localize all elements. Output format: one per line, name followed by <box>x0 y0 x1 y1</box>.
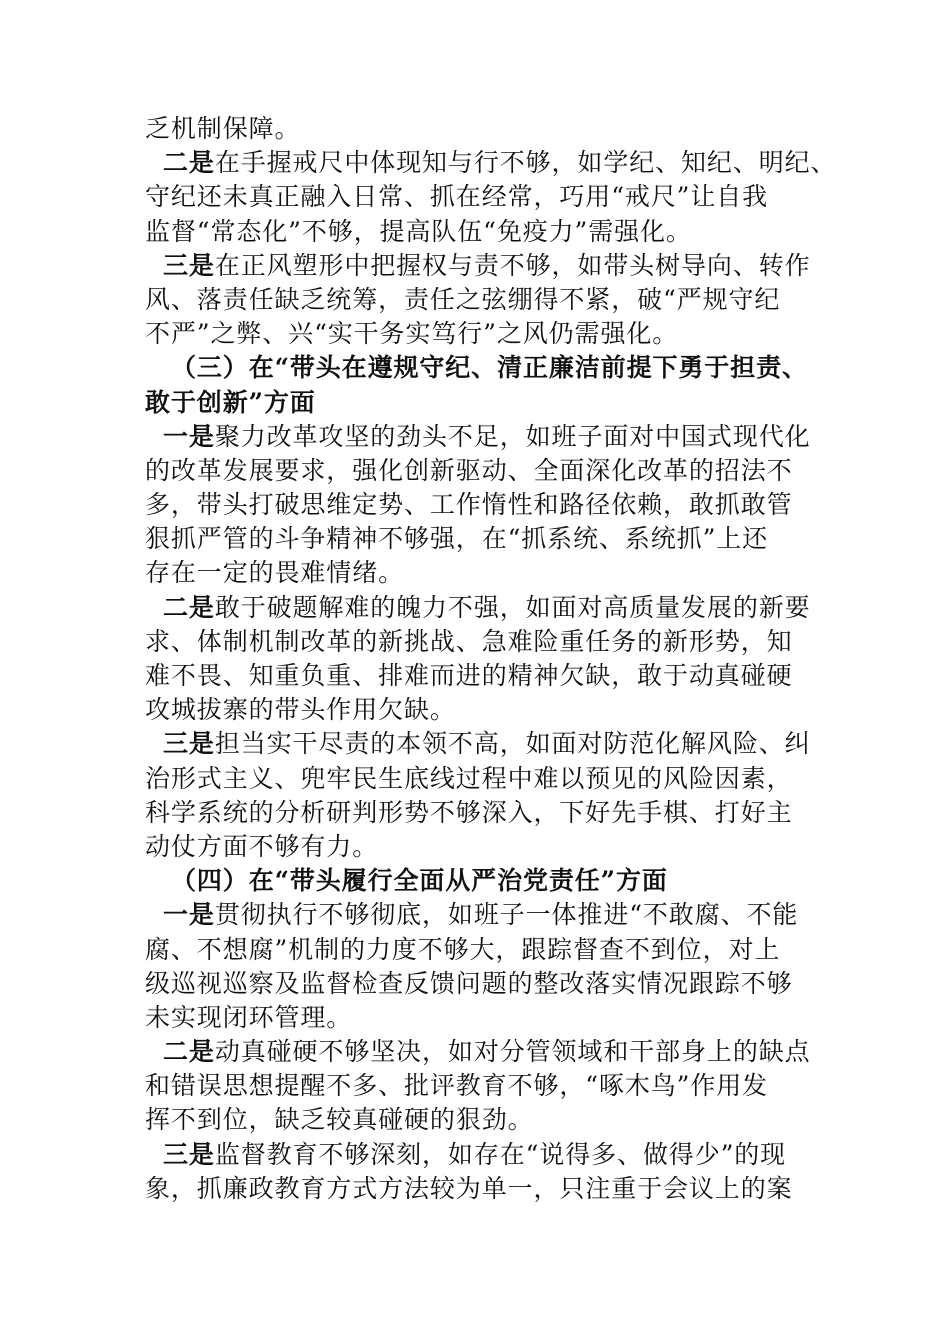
text-line <box>145 830 845 864</box>
line-text: 风、落责任缺乏统筹，责任之弦绷得不紧，破“严规守纪 <box>145 284 781 314</box>
item-lead: 二是 <box>163 1037 215 1067</box>
line-text: 的改革发展要求，强化创新驱动、全面深化改革的招法不 <box>145 455 793 485</box>
text-line <box>145 659 845 693</box>
paragraph <box>145 1035 845 1138</box>
text-line <box>145 898 845 932</box>
item-lead: 三是 <box>163 729 215 759</box>
line-text: 未实现闭环管理。 <box>145 1002 353 1032</box>
paragraph <box>145 591 845 728</box>
text-line <box>145 556 845 590</box>
line-text: 和错误思想提醒不多、批评教育不够，“啄木鸟”作用发 <box>145 1071 769 1101</box>
text-line <box>145 762 845 796</box>
item-lead: 三是 <box>163 250 215 280</box>
line-text: 不严”之弊、兴“实干务实笃行”之风仍需强化。 <box>145 319 679 349</box>
text-line <box>145 112 845 146</box>
line-text: 科学系统的分析研判形势不够深入，下好先手棋、打好主 <box>145 797 793 827</box>
line-text: 监督教育不够深刻，如存在“说得多、做得少”的现 <box>214 1139 787 1169</box>
text-line <box>145 215 845 249</box>
text-line <box>145 591 845 625</box>
paragraph <box>145 420 845 591</box>
line-text: 乏机制保障。 <box>145 114 301 143</box>
line-text: 动真碰硬不够坚决，如对分管领域和干部身上的缺点 <box>214 1037 811 1067</box>
line-text: 级巡视巡察及监督检查反馈问题的整改落实情况跟踪不够 <box>145 968 793 998</box>
paragraph <box>145 249 845 352</box>
item-lead: 二是 <box>163 148 215 178</box>
line-text: 挥不到位，缺乏较真碰硬的狠劲。 <box>145 1105 534 1135</box>
line-text: 担当实干尽责的本领不高，如面对防范化解风险、纠 <box>214 729 811 759</box>
line-text: 在手握戒尺中体现知与行不够，如学纪、知纪、明纪、 <box>214 148 837 178</box>
line-text: 狠抓严管的斗争精神不够强，在“抓系统、系统抓”上还 <box>145 524 769 554</box>
paragraph <box>145 112 845 146</box>
line-text: 难不畏、知重负重、排难而进的精神欠缺，敢于动真碰硬 <box>145 661 793 690</box>
line-text: 治形式主义、兜牢民生底线过程中难以预见的风险因素， <box>145 763 793 793</box>
line-text: 多，带头打破思维定势、工作惰性和路径依赖，敢抓敢管 <box>145 490 793 520</box>
text-line <box>145 283 845 317</box>
item-lead: 一是 <box>163 421 215 451</box>
document-page <box>145 112 845 1206</box>
text-line <box>145 727 845 761</box>
text-line <box>145 1172 845 1206</box>
text-line <box>145 796 845 830</box>
paragraph <box>145 727 845 864</box>
text-line <box>145 864 845 898</box>
text-line <box>145 1138 845 1172</box>
text-line <box>145 180 845 214</box>
text-line <box>145 420 845 454</box>
text-line <box>145 386 845 420</box>
line-text: （三）在“带头在遵规守纪、清正廉洁前提下勇于担责、 <box>171 353 808 383</box>
paragraph <box>145 898 845 1035</box>
text-line <box>145 1103 845 1137</box>
text-line <box>145 967 845 1001</box>
item-lead: 二是 <box>163 592 215 622</box>
line-text: 监督“常态化”不够，提高队伍“免疫力”需强化。 <box>145 216 692 246</box>
line-text: 动仗方面不够有力。 <box>145 831 379 861</box>
text-line <box>145 1001 845 1035</box>
line-text: 聚力改革攻坚的劲头不足，如班子面对中国式现代化 <box>214 421 811 451</box>
line-text: 存在一定的畏难情绪。 <box>145 558 405 588</box>
text-line <box>145 249 845 283</box>
line-text: 象，抓廉政教育方式方法较为单一，只注重于会议上的案 <box>145 1173 793 1203</box>
section-heading <box>145 351 845 419</box>
text-line <box>145 488 845 522</box>
paragraph <box>145 1138 845 1206</box>
line-text: 腐、不想腐”机制的力度不够大，跟踪督查不到位，对上 <box>145 934 781 964</box>
item-lead: 三是 <box>163 1139 215 1169</box>
text-line <box>145 146 845 180</box>
text-line <box>145 1035 845 1069</box>
text-line <box>145 693 845 727</box>
text-line <box>145 1069 845 1103</box>
line-text: 攻城拔寨的带头作用欠缺。 <box>145 695 456 725</box>
text-line <box>145 351 845 385</box>
line-text: 在正风塑形中把握权与责不够，如带头树导向、转作 <box>214 250 811 280</box>
text-line <box>145 933 845 967</box>
line-text: 贯彻执行不够彻底，如班子一体推进“不敢腐、不能 <box>214 900 799 930</box>
text-line <box>145 454 845 488</box>
line-text: 敢于创新”方面 <box>145 387 316 417</box>
line-text: （四）在“带头履行全面从严治党责任”方面 <box>171 866 668 896</box>
line-text: 敢于破题解难的魄力不强，如面对高质量发展的新要 <box>214 592 811 622</box>
item-lead: 一是 <box>163 900 215 930</box>
line-text: 守纪还未真正融入日常、抓在经常，巧用“戒尺”让自我 <box>145 182 769 212</box>
text-line <box>145 317 845 351</box>
text-line <box>145 625 845 659</box>
text-line <box>145 522 845 556</box>
section-heading <box>145 864 845 898</box>
line-text: 求、体制机制改革的新挑战、急难险重任务的新形势，知 <box>145 626 793 656</box>
paragraph <box>145 146 845 249</box>
